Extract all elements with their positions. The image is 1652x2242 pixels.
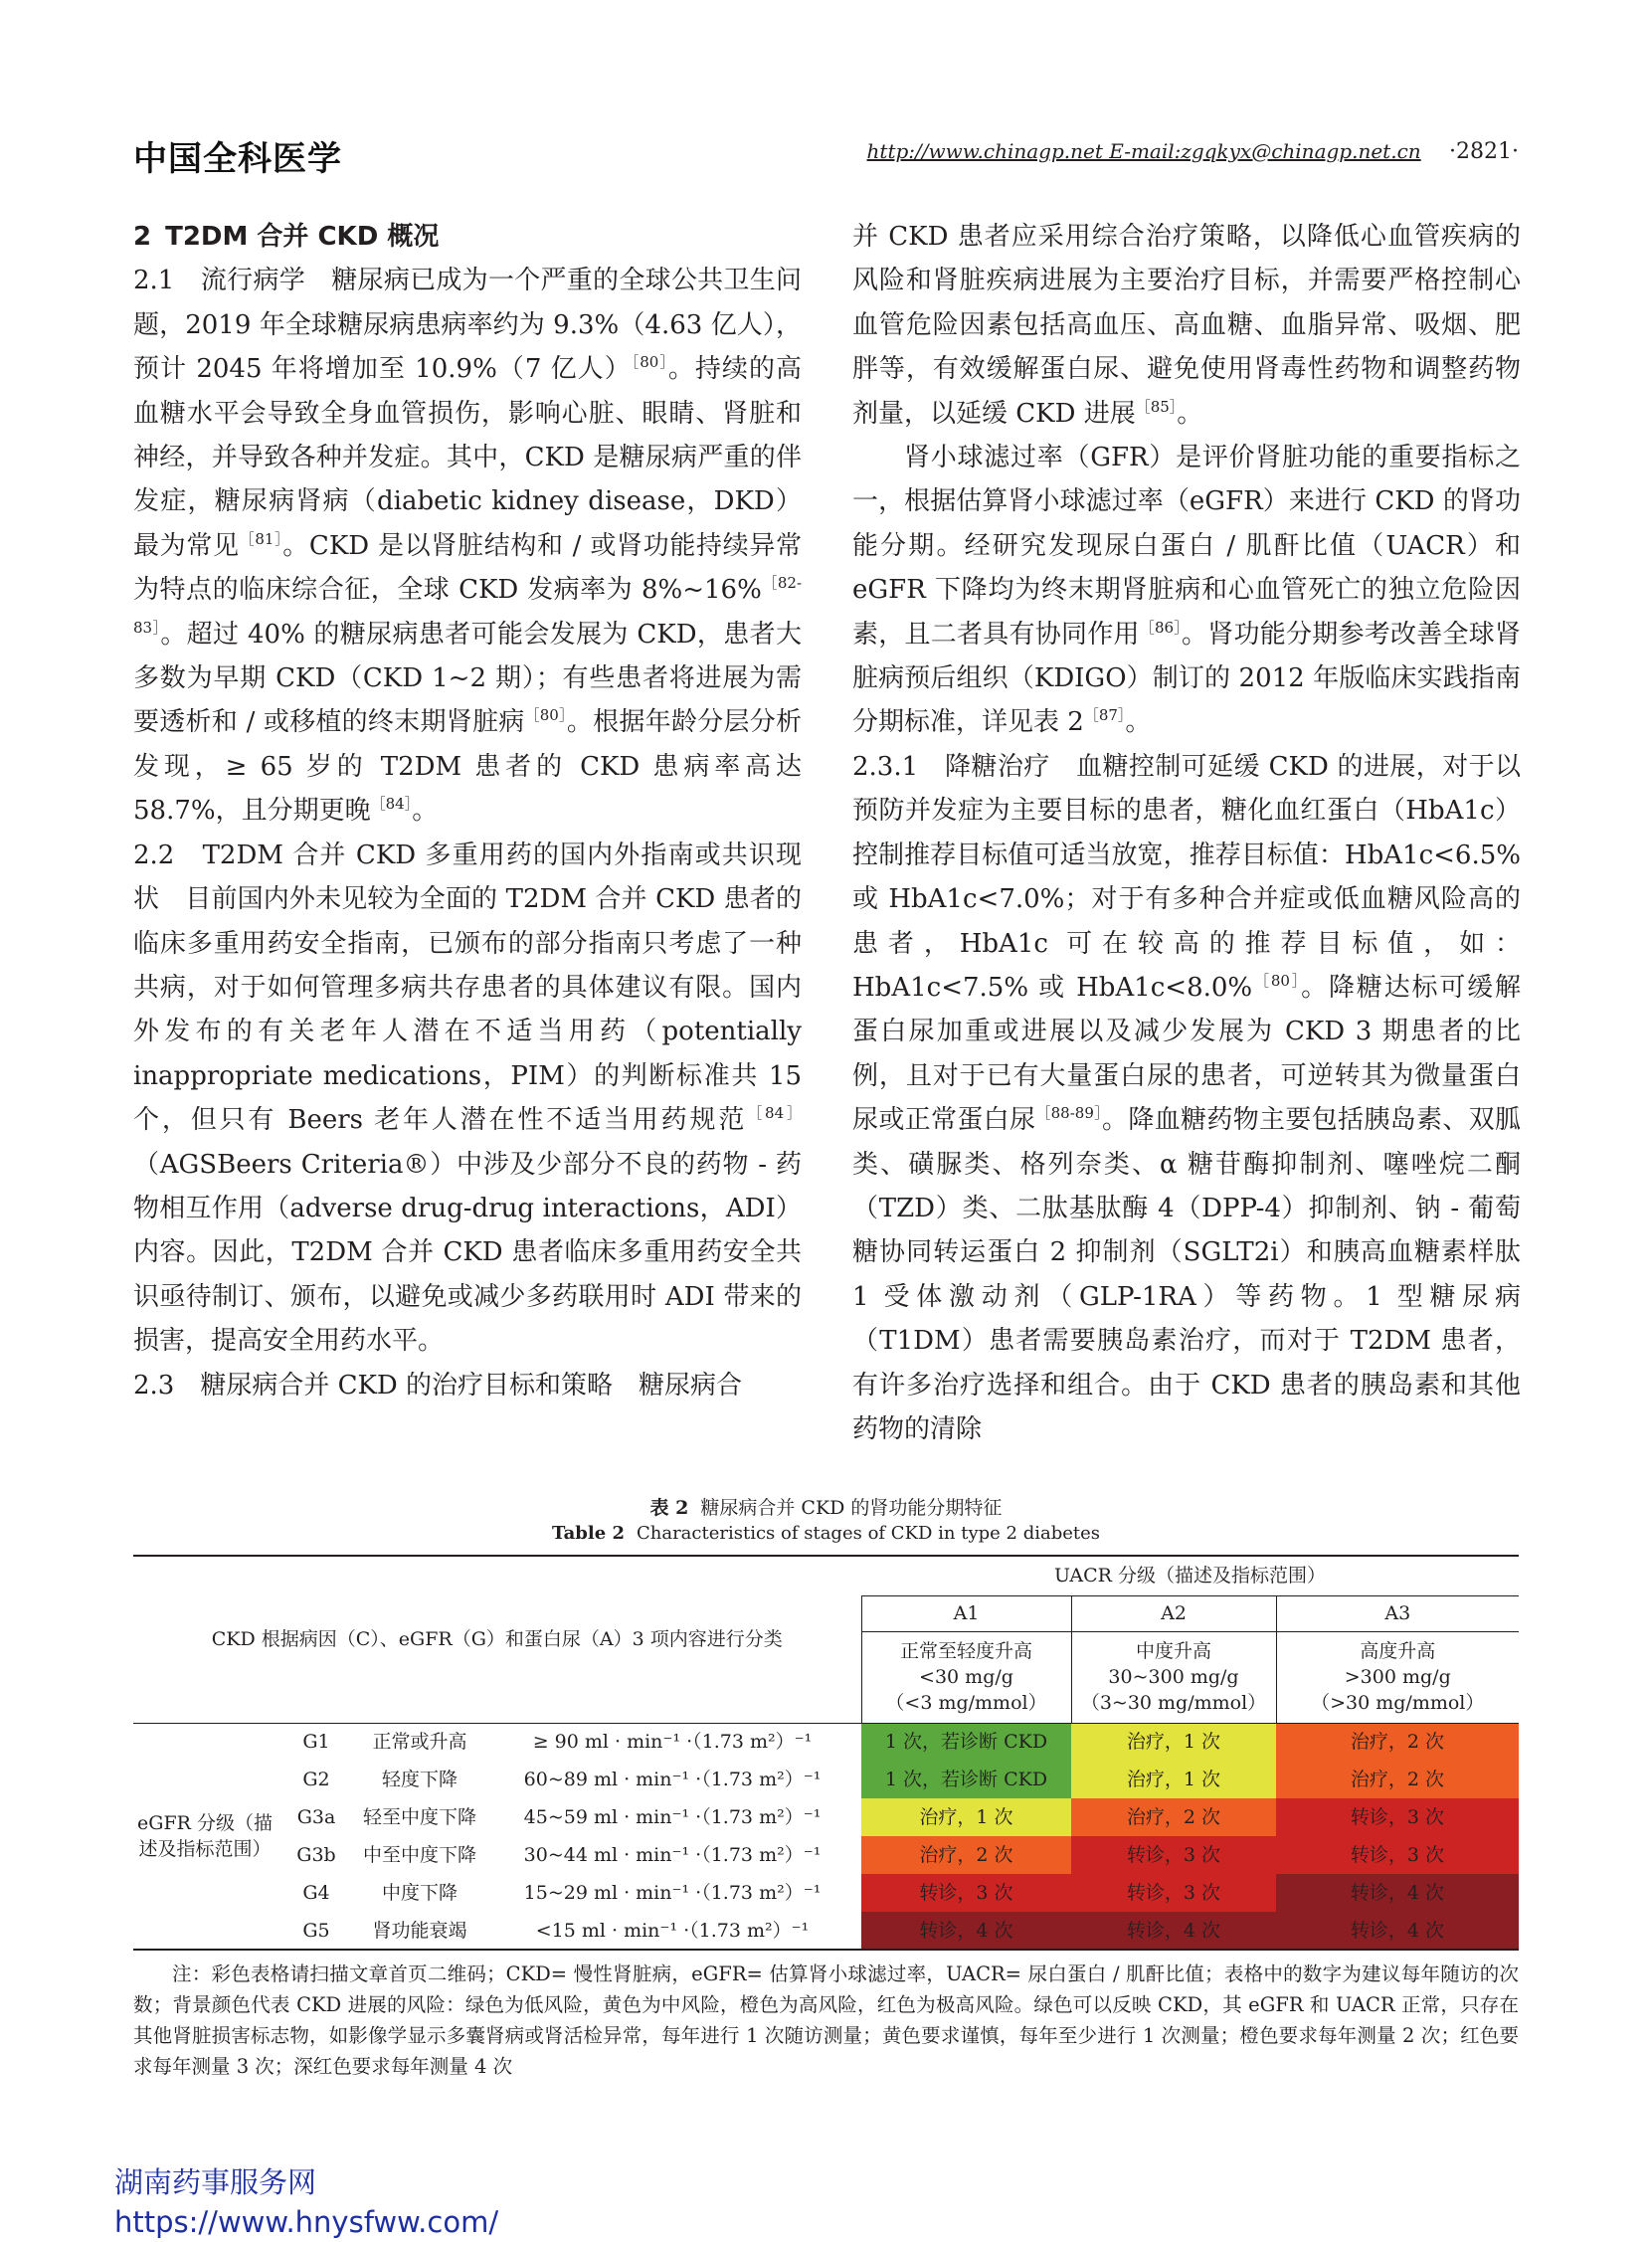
risk-cell-g3a-a3: 转诊，3 次 — [1276, 1798, 1519, 1836]
risk-cell-g5-a1: 转诊，4 次 — [861, 1912, 1071, 1950]
text-run: 并 CKD 患者应采用综合治疗策略，以降低心血管疾病的风险和肾脏疾病进展为主要治疗目标，并需要严格控制心血管危险因素包括高血压、高血糖、血脂异常、吸烟、肥胖等，有效缓解蛋白尿、避免使用肾毒性药物和调整药物剂量，以延缓 CKD 进展 — [852, 222, 1521, 429]
text-run: 2.2 T2DM 合并 CKD 多重用药的国内外指南或共识现状 目前国内外未见较为全面的 T2DM 合并 CKD 患者的临床多重用药安全指南，已颁布的部分指南只考虑了一种共病，对于如何管理多病共存患者的具体建议有限。国内外发布的有关老年人潜在不适当用药（potentially inappropriate medications，PIM）的判断标准共 15 个，但只有 Beers 老年人潜在性不适当用药规范 — [133, 840, 802, 1136]
text-run: 。降血糖药物主要包括胰岛素、双胍类、磺脲类、格列奈类、α 糖苷酶抑制剂、噻唑烷二酮（TZD）类、二肽基肽酶 4（DPP-4）抑制剂、钠 - 葡萄糖协同转运蛋白 2 抑制剂（SGLT2i）和胰高血糖素样肽 1 受体激动剂（GLP-1RA）等药物。1 型糖尿病（T1DM）患者需要胰岛素治疗，而对于 T2DM 患者，有许多治疗选择和组合。由于 CKD 患者的胰岛素和其他药物的清除 — [852, 1105, 1521, 1444]
table-row-g5 — [133, 1912, 1519, 1950]
egfr-desc: 中至中度下降 — [362, 1844, 476, 1866]
left-column — [133, 215, 802, 1407]
table-row-g1 — [133, 1723, 1519, 1761]
egfr-range: 45~59 ml · min⁻¹ ·（1.73 m²）⁻¹ — [523, 1806, 822, 1828]
section-title: T2DM 合并 CKD 概况 — [165, 222, 440, 252]
paragraph-guidelines — [133, 834, 802, 1364]
table-caption-en — [133, 1523, 1519, 1544]
table-title-en: Characteristics of stages of CKD in type 2 diabetes — [636, 1523, 1101, 1544]
risk-cell-g5-a2: 转诊，4 次 — [1071, 1912, 1276, 1950]
citation[interactable]: ［86］ — [1139, 618, 1183, 637]
citation[interactable]: ［80］ — [631, 353, 668, 372]
risk-cell-g3b-a2: 转诊，3 次 — [1071, 1836, 1276, 1874]
risk-cell-g2-a2: 治疗，1 次 — [1071, 1761, 1276, 1798]
page-header — [133, 131, 1519, 179]
risk-cell-g4-a3: 转诊，4 次 — [1276, 1874, 1519, 1912]
uacr-col-a2: A2 — [1071, 1595, 1276, 1631]
uacr-range-mmol: （3~30 mg/mmol） — [1080, 1692, 1267, 1714]
classification-header: CKD 根据病因（C）、eGFR（G）和蛋白尿（A）3 项内容进行分类 — [133, 1556, 861, 1723]
egfr-range: 15~29 ml · min⁻¹ ·（1.73 m²）⁻¹ — [523, 1882, 822, 1904]
egfr-header: eGFR 分级（描述及指标范围） — [133, 1723, 276, 1950]
table-label-cn: 表 2 — [649, 1497, 689, 1519]
journal-url[interactable]: http://www.chinagp.net E-mail:zgqkyx@chinagp.net.cn — [866, 139, 1421, 163]
uacr-desc: 中度升高 — [1135, 1640, 1211, 1662]
watermark-url[interactable]: https://www.hnysfww.com/ — [114, 2205, 499, 2239]
text-run: 。 — [1125, 707, 1152, 738]
text-run: 。肾功能分期参考改善全球肾脏病预后组织（KDIGO）制订的 2012 年版临床实践指南分期标准，详见表 2 — [852, 619, 1521, 738]
risk-cell-g4-a1: 转诊，3 次 — [861, 1874, 1071, 1912]
citation[interactable]: ［88-89］ — [1035, 1104, 1103, 1123]
egfr-grade: G4 — [302, 1882, 330, 1904]
risk-cell-g3a-a1: 治疗，1 次 — [861, 1798, 1071, 1836]
uacr-desc-a1 — [861, 1631, 1071, 1723]
text-run: 。持续的高血糖水平会导致全身血管损伤，影响心脏、眼睛、肾脏和神经，并导致各种并发症。其中，CKD 是糖尿病严重的伴发症，糖尿病肾病（diabetic kidney disease，DKD）最为常见 — [133, 354, 802, 561]
egfr-grade: G5 — [276, 1912, 356, 1950]
uacr-range-mmol: （<3 mg/mmol） — [885, 1692, 1047, 1714]
risk-cell-g1-a3: 治疗，2 次 — [1276, 1723, 1519, 1761]
citation[interactable]: ［84］ — [747, 1104, 802, 1123]
table-label-en: Table 2 — [551, 1523, 625, 1544]
citation[interactable]: ［81］ — [239, 529, 283, 548]
text-run: 肾小球滤过率（GFR）是评价肾脏功能的重要指标之一，根据估算肾小球滤过率（eGFR）来进行 CKD 的肾功能分期。经研究发现尿白蛋白 / 肌酐比值（UACR）和 eGFR 下降均为终末期肾脏病和心血管死亡的独立危险因素，且二者具有协同作用 — [852, 443, 1521, 650]
text-run: 。根据年龄分层分析发现，≥ 65 岁的 T2DM 患者的 CKD 患病率高达 58.7%，且分期更晚 — [133, 707, 802, 827]
egfr-range: 30~44 ml · min⁻¹ ·（1.73 m²）⁻¹ — [523, 1844, 822, 1866]
paragraph-strategy — [852, 215, 1521, 436]
ckd-stage-table — [133, 1555, 1519, 1951]
egfr-desc: 肾功能衰竭 — [356, 1912, 483, 1950]
text-run: 。 — [1177, 398, 1203, 429]
egfr-grade: G2 — [302, 1769, 330, 1790]
egfr-desc: 中度下降 — [381, 1882, 458, 1904]
uacr-desc-a3 — [1276, 1631, 1519, 1723]
citation[interactable]: ［82-83］ — [133, 574, 803, 637]
uacr-desc-a2 — [1071, 1631, 1276, 1723]
table-caption-cn — [133, 1493, 1519, 1520]
table-row-g3a — [133, 1798, 1519, 1836]
table-header-row-1 — [133, 1556, 1519, 1595]
egfr-grade: G3b — [296, 1844, 336, 1866]
risk-cell-g5-a3: 转诊，4 次 — [1276, 1912, 1519, 1950]
uacr-range: >300 mg/g — [1344, 1666, 1451, 1688]
table-row-g3b — [133, 1836, 1519, 1874]
uacr-range: <30 mg/g — [919, 1666, 1013, 1688]
section-number: 2 — [133, 222, 152, 252]
uacr-desc: 高度升高 — [1360, 1640, 1436, 1662]
risk-cell-g3a-a2: 治疗，2 次 — [1071, 1798, 1276, 1836]
egfr-range: 60~89 ml · min⁻¹ ·（1.73 m²）⁻¹ — [523, 1769, 822, 1790]
uacr-col-a3: A3 — [1276, 1595, 1519, 1631]
watermark-site-name: 湖南药事服务网 — [114, 2165, 317, 2199]
paragraph-treatment-goals: 2.3 糖尿病合并 CKD 的治疗目标和策略 糖尿病合 — [133, 1370, 743, 1401]
risk-cell-g1-a1: 1 次，若诊断 CKD — [861, 1723, 1071, 1761]
text-run: （AGSBeers Criteria®）中涉及少部分不良的药物 - 药物相互作用（adverse drug-drug interactions，ADI）内容。因此，T2DM 合并 CKD 患者临床多重用药安全共识亟待制订、颁布，以避免或减少多药联用时 ADI 带来的损害，提高安全用药水平。 — [133, 1149, 802, 1357]
egfr-range: <15 ml · min⁻¹ ·（1.73 m²）⁻¹ — [483, 1912, 861, 1950]
header-right — [867, 139, 1519, 164]
risk-cell-g4-a2: 转诊，3 次 — [1071, 1874, 1276, 1912]
egfr-range: ≥ 90 ml · min⁻¹ ·（1.73 m²）⁻¹ — [483, 1723, 861, 1761]
paragraph-epidemiology — [133, 259, 802, 833]
text-run: 。降糖达标可缓解蛋白尿加重或进展以及减少发展为 CKD 3 期患者的比例，且对于已有大量蛋白尿的患者，可逆转其为微量蛋白尿或正常蛋白尿 — [852, 972, 1522, 1136]
citation[interactable]: ［80］ — [524, 706, 567, 725]
egfr-grade: G3a — [296, 1806, 336, 1828]
text-run: 2.1 流行病学 糖尿病已成为一个严重的全球公共卫生问题，2019 年全球糖尿病患病率约为 9.3%（4.63 亿人），预计 2045 年将增加至 10.9%（7 亿人） — [133, 266, 802, 385]
table-row-g4 — [133, 1874, 1519, 1912]
uacr-desc: 正常至轻度升高 — [899, 1640, 1032, 1662]
uacr-range-mmol: （>30 mg/mmol） — [1311, 1692, 1485, 1714]
right-column — [852, 215, 1521, 1451]
paragraph-gfr — [852, 436, 1521, 745]
citation[interactable]: ［80］ — [1252, 971, 1302, 990]
text-run: 。超过 40% 的糖尿病患者可能会发展为 CKD，患者大多数为早期 CKD（CKD 1~2 期）；有些患者将进展为需要透析和 / 或移植的终末期肾脏病 — [133, 619, 802, 738]
paragraph-glucose-lowering — [852, 745, 1521, 1452]
text-run: 。CKD 是以肾脏结构和 / 或肾功能持续异常为特点的临床综合征，全球 CKD 发病率为 8%~16% — [133, 530, 802, 606]
egfr-desc: 轻至中度下降 — [362, 1806, 476, 1828]
watermark — [114, 2162, 498, 2242]
section-heading — [133, 215, 802, 259]
uacr-col-a1: A1 — [861, 1595, 1071, 1631]
text-run: 2.3.1 降糖治疗 血糖控制可延缓 CKD 的进展，对于以预防并发症为主要目标的患者，糖化血红蛋白（HbA1c）控制推荐目标值可适当放宽，推荐目标值：HbA1c<6.5% 或 HbA1c<7.0%；对于有多种合并症或低血糖风险高的患者，HbA1c 可在较高的推荐目标值，如：HbA1c<7.5% 或 HbA1c<8.0% — [852, 751, 1521, 1003]
risk-cell-g3b-a3: 转诊，3 次 — [1276, 1836, 1519, 1874]
table-note-text: 注：彩色表格请扫描文章首页二维码；CKD= 慢性肾脏病，eGFR= 估算肾小球滤过率，UACR= 尿白蛋白 / 肌酐比值；表格中的数字为建议每年随访的次数；背景颜色代表 CKD 进展的风险：绿色为低风险，黄色为中风险，橙色为高风险，红色为极高风险。绿色可以反映 CKD，其 eGFR 和 UACR 正常，只存在其他肾脏损害标志物，如影像学显示多囊肾病或肾活检异常，每年进行 1 次随访测量；黄色要求谨慎，每年至少进行 1 次测量；橙色要求每年测量 2 次；红色要求每年测量 3 次；深红色要求每年测量 4 次 — [133, 1962, 1519, 2078]
uacr-range: 30~300 mg/g — [1108, 1666, 1239, 1688]
citation[interactable]: ［85］ — [1135, 397, 1178, 416]
text-run: 。 — [412, 796, 439, 827]
page-number: ·2821· — [1449, 139, 1519, 164]
egfr-desc: 正常或升高 — [356, 1723, 483, 1761]
citation[interactable]: ［87］ — [1083, 706, 1126, 725]
egfr-desc: 轻度下降 — [381, 1769, 458, 1790]
uacr-header: UACR 分级（描述及指标范围） — [861, 1556, 1519, 1595]
citation[interactable]: ［84］ — [370, 795, 413, 814]
journal-name: 中国全科医学 — [133, 139, 342, 179]
egfr-grade: G1 — [276, 1723, 356, 1761]
table-note — [133, 1959, 1519, 2082]
risk-cell-g1-a2: 治疗，1 次 — [1071, 1723, 1276, 1761]
risk-cell-g2-a1: 1 次，若诊断 CKD — [861, 1761, 1071, 1798]
table-row-g2 — [133, 1761, 1519, 1798]
risk-cell-g3b-a1: 治疗，2 次 — [861, 1836, 1071, 1874]
table-title-cn: 糖尿病合并 CKD 的肾功能分期特征 — [700, 1497, 1003, 1519]
risk-cell-g2-a3: 治疗，2 次 — [1276, 1761, 1519, 1798]
